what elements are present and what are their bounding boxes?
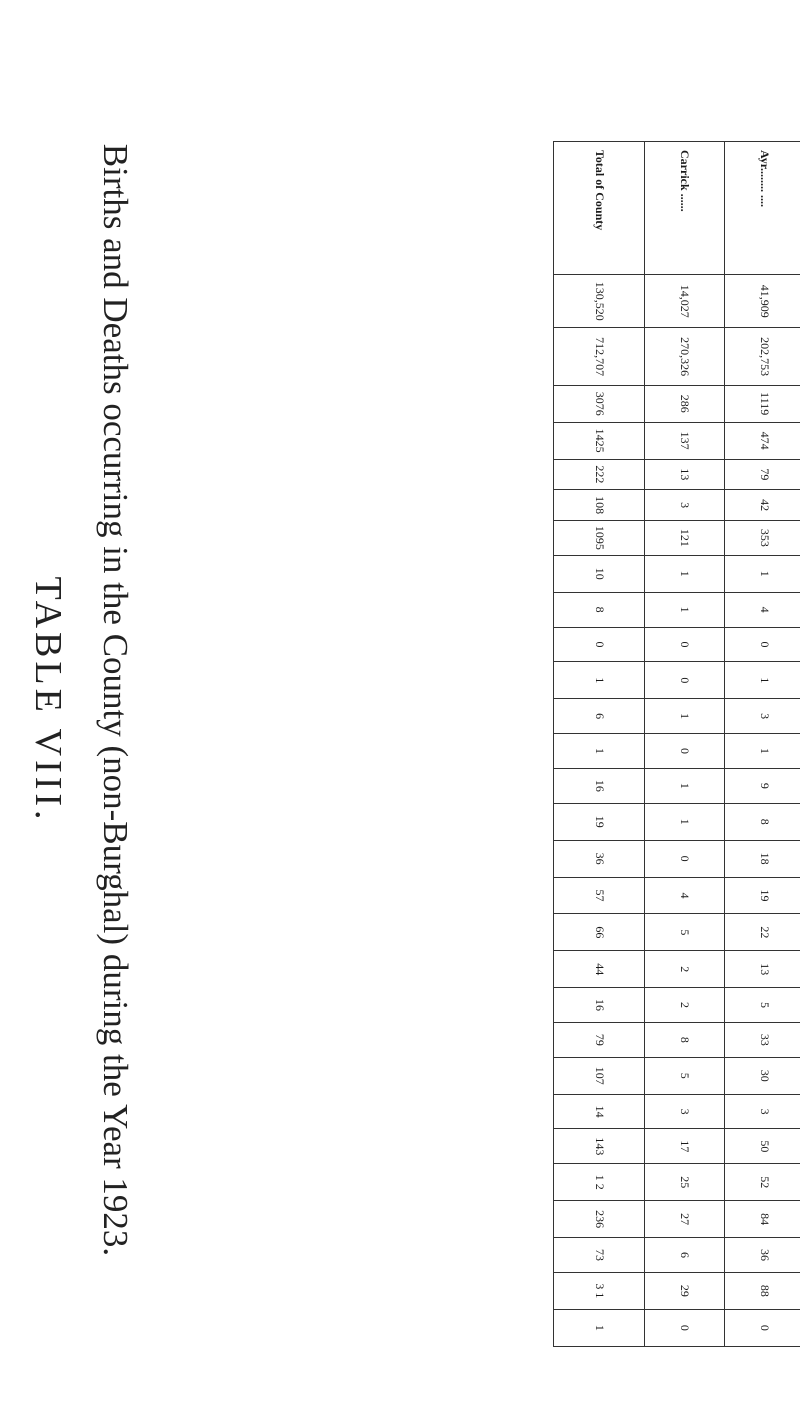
- cell: 0: [645, 627, 725, 662]
- table-subtitle: Births and Deaths occurring in the County (non-Burghal) during the Year 1923.: [96, 143, 135, 1257]
- cell: 107: [554, 1057, 645, 1094]
- cell: 130,520: [554, 275, 645, 328]
- cell: 8: [554, 592, 645, 627]
- cell: 3: [725, 699, 800, 734]
- cell: 79: [554, 1022, 645, 1057]
- cell: 1119: [725, 385, 800, 422]
- cell: 36: [554, 840, 645, 877]
- total-label: Total of County: [554, 142, 645, 275]
- cell: 8: [645, 1022, 725, 1057]
- cell: 18: [725, 840, 800, 877]
- cell: 3: [645, 1094, 725, 1129]
- cell: 29: [645, 1272, 725, 1309]
- cell: 73: [554, 1238, 645, 1273]
- cell: 222: [554, 459, 645, 490]
- cell: 236: [554, 1201, 645, 1238]
- cell: 17: [645, 1129, 725, 1164]
- table-row: [725, 142, 800, 1347]
- cell: 1: [645, 803, 725, 840]
- cell: 1: [645, 592, 725, 627]
- cell: 30: [725, 1057, 800, 1094]
- cell: 5: [645, 914, 725, 951]
- cell: 3: [645, 490, 725, 521]
- cell: 36: [725, 1238, 800, 1273]
- heading-area: [0, 0, 150, 1401]
- cell: 0: [645, 734, 725, 769]
- cell: 27: [645, 1201, 725, 1238]
- cell: 5: [725, 988, 800, 1023]
- cell: 4: [725, 592, 800, 627]
- cell: 66: [554, 914, 645, 951]
- cell: 1: [725, 555, 800, 592]
- cell: 6: [554, 699, 645, 734]
- cell: 0: [645, 1309, 725, 1346]
- cell: 143: [554, 1129, 645, 1164]
- cell: 88: [725, 1272, 800, 1309]
- total-row: [554, 142, 645, 1347]
- cell: 13: [725, 951, 800, 988]
- cell: 137: [645, 422, 725, 459]
- cell: 13: [645, 459, 725, 490]
- cell: 202,753: [725, 328, 800, 385]
- cell: 44: [554, 951, 645, 988]
- births-deaths-table: [553, 141, 800, 1347]
- cell: 3: [725, 1094, 800, 1129]
- cell: 0: [645, 840, 725, 877]
- cell: 712,707: [554, 328, 645, 385]
- cell: 1: [645, 768, 725, 803]
- cell: 270,326: [645, 328, 725, 385]
- cell: 9: [725, 768, 800, 803]
- cell: 1095: [554, 520, 645, 555]
- cell: 2: [645, 951, 725, 988]
- cell: 4: [645, 877, 725, 914]
- cell: 1: [554, 1309, 645, 1346]
- cell: 2: [645, 988, 725, 1023]
- cell: 22: [725, 914, 800, 951]
- cell: 1: [645, 555, 725, 592]
- cell: 1: [645, 699, 725, 734]
- cell: 33: [725, 1022, 800, 1057]
- cell: 353: [725, 520, 800, 555]
- cell: 16: [554, 768, 645, 803]
- cell: 0: [554, 627, 645, 662]
- cell: 8: [725, 803, 800, 840]
- cell: 10: [554, 555, 645, 592]
- district-name: Carrick ......: [645, 142, 725, 275]
- cell: 0: [645, 662, 725, 699]
- cell: 19: [554, 803, 645, 840]
- cell: 50: [725, 1129, 800, 1164]
- district-name: Ayr........ ....: [725, 142, 800, 275]
- cell: 79: [725, 459, 800, 490]
- cell: 1: [554, 662, 645, 699]
- cell: 3076: [554, 385, 645, 422]
- cell: 121: [645, 520, 725, 555]
- cell: 41,909: [725, 275, 800, 328]
- table-row: [645, 142, 725, 1347]
- cell: 1: [725, 734, 800, 769]
- cell: 1 2: [554, 1164, 645, 1201]
- cell: 25: [645, 1164, 725, 1201]
- cell: 1: [725, 662, 800, 699]
- cell: 108: [554, 490, 645, 521]
- cell: 14: [554, 1094, 645, 1129]
- cell: 3 1: [554, 1272, 645, 1309]
- table-title: TABLE VIII.: [27, 576, 69, 824]
- cell: 5: [645, 1057, 725, 1094]
- cell: 286: [645, 385, 725, 422]
- cell: 1: [554, 734, 645, 769]
- cell: 16: [554, 988, 645, 1023]
- cell: 0: [725, 627, 800, 662]
- cell: 6: [645, 1238, 725, 1273]
- cell: 84: [725, 1201, 800, 1238]
- cell: 474: [725, 422, 800, 459]
- cell: 1425: [554, 422, 645, 459]
- cell: 57: [554, 877, 645, 914]
- cell: 42: [725, 490, 800, 521]
- cell: 19: [725, 877, 800, 914]
- rotated-table-container: [553, 141, 800, 1347]
- cell: 0: [725, 1309, 800, 1346]
- cell: 52: [725, 1164, 800, 1201]
- cell: 14,027: [645, 275, 725, 328]
